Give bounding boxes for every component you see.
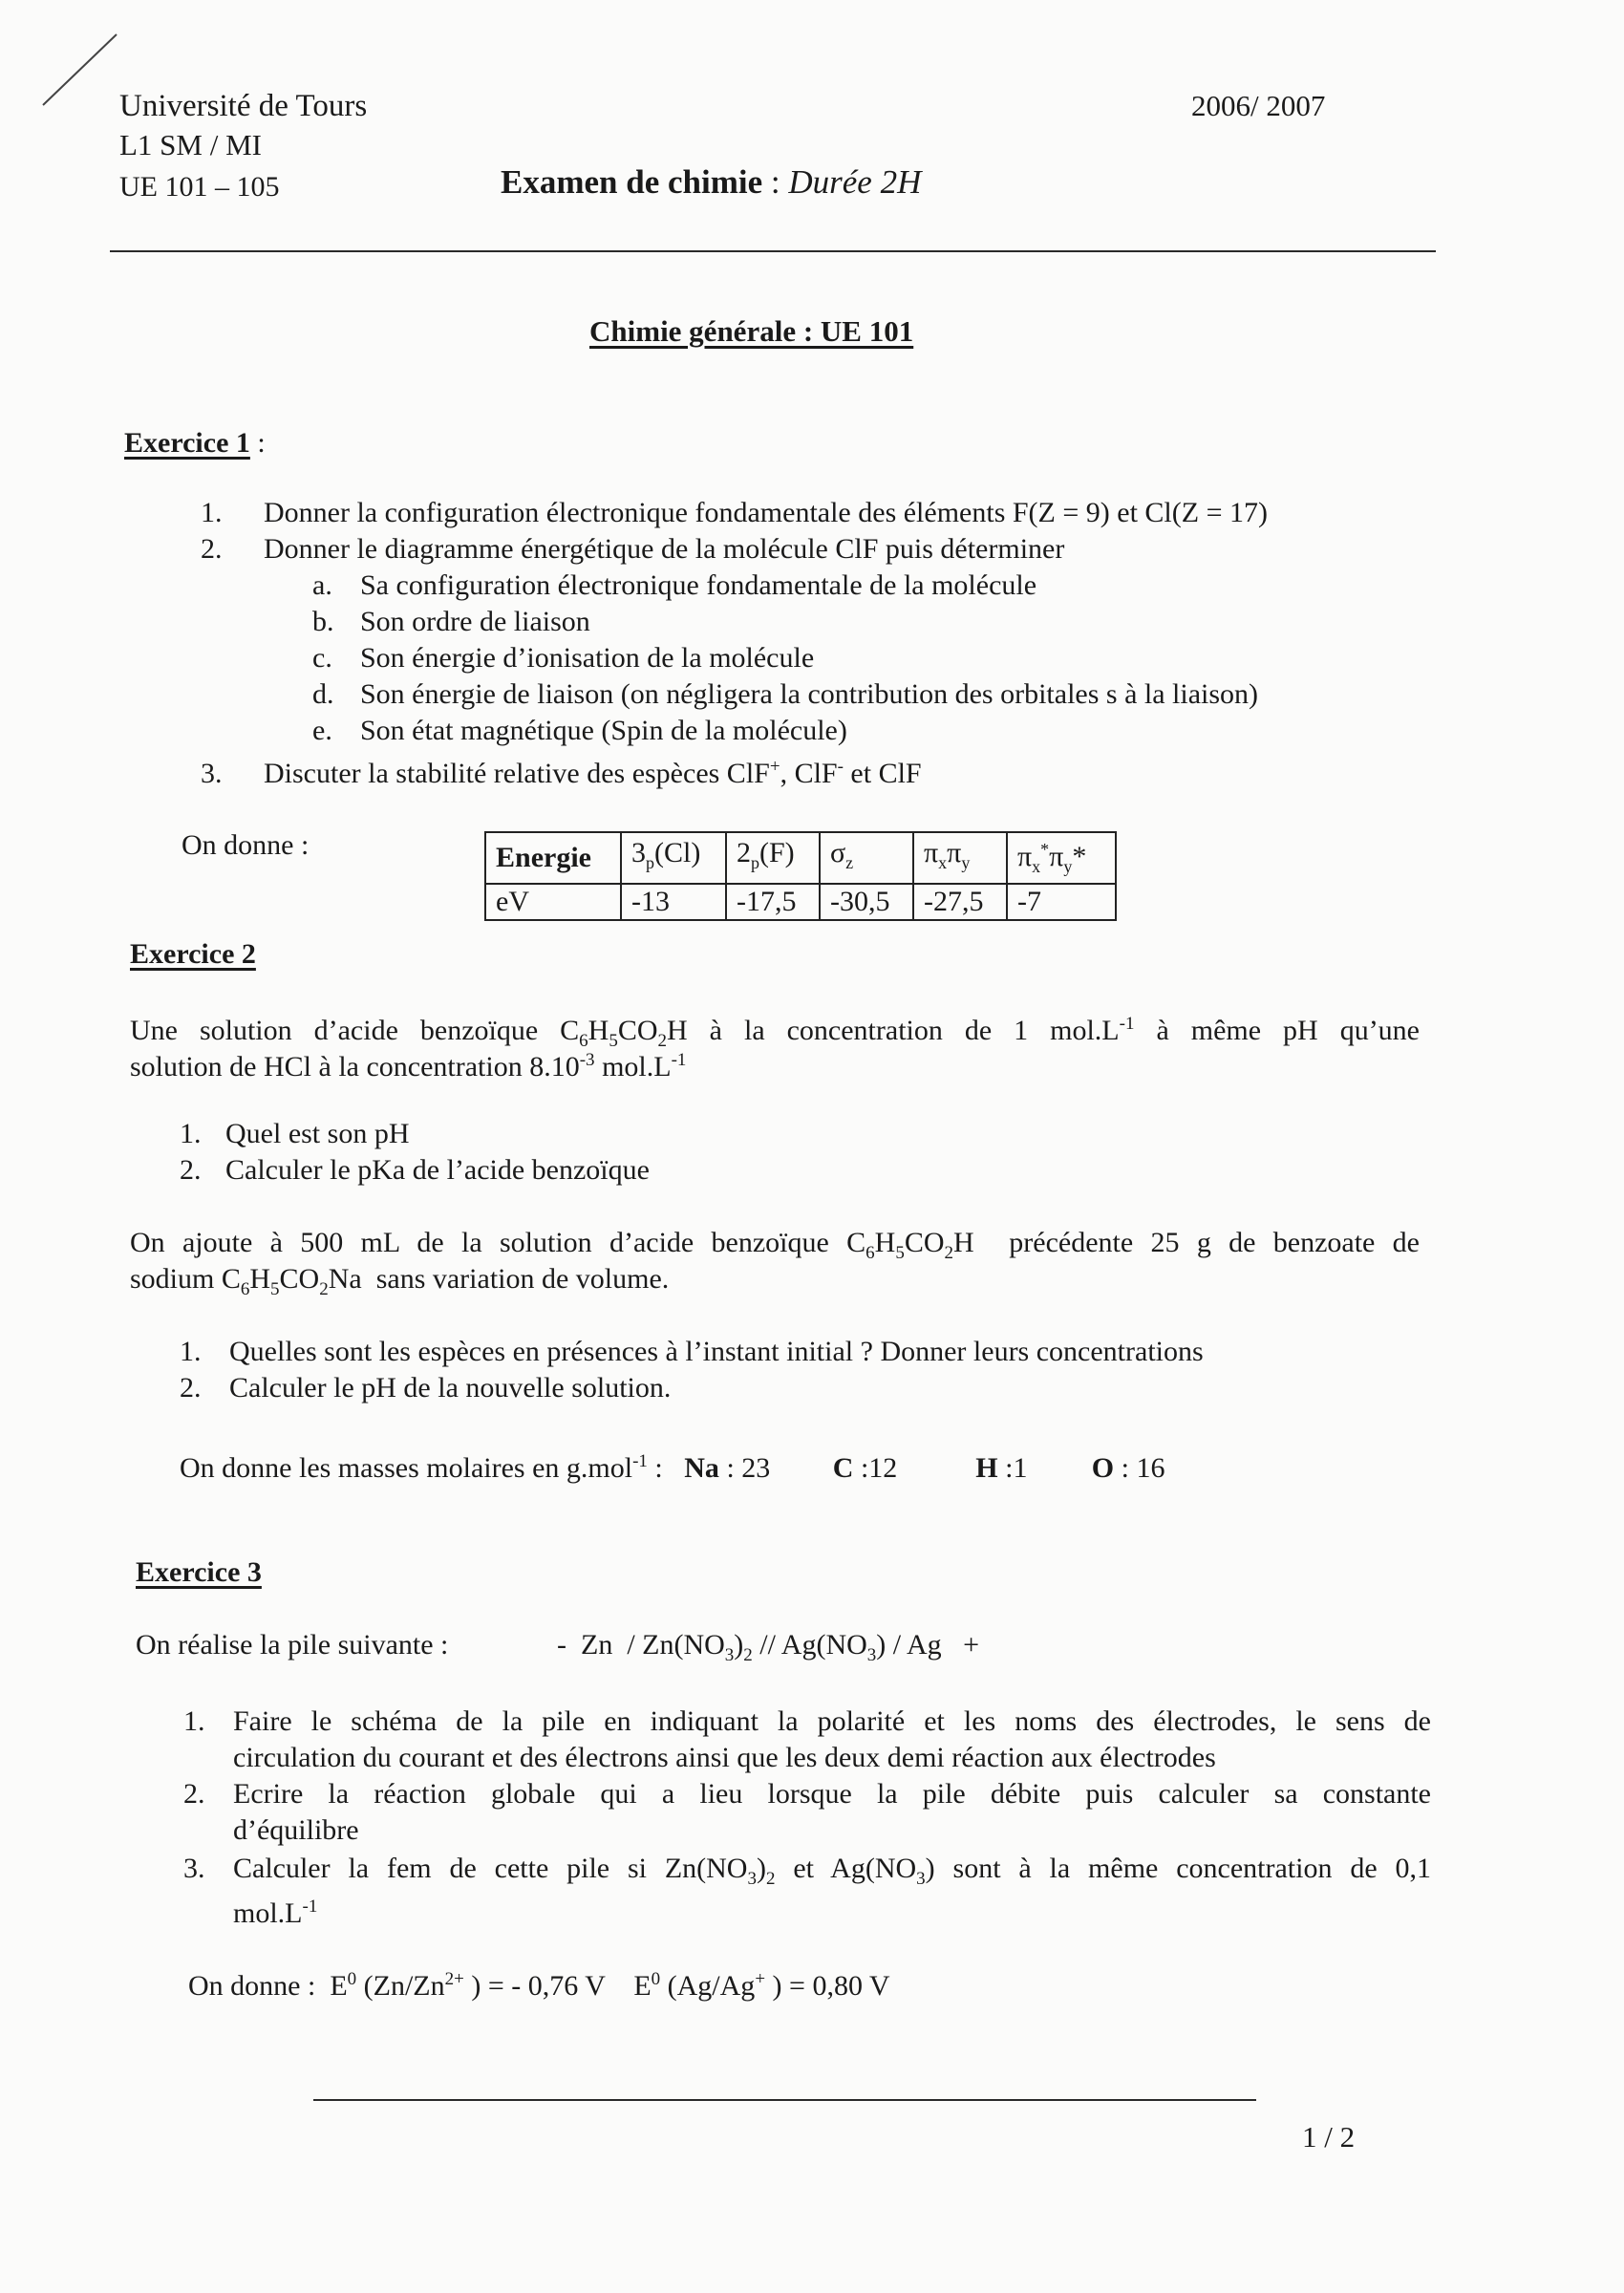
energy-value: -30,5 <box>820 884 913 920</box>
energy-table-header <box>485 832 1116 884</box>
page-number: 1 / 2 <box>1302 2120 1356 2154</box>
energy-header-cell: Energie <box>485 832 621 884</box>
program-name: L1 SM / MI <box>119 128 262 161</box>
ex1-q2-text: Donner le diagramme énergétique de la molécule ClF puis déterminer <box>264 533 1065 565</box>
ex2-q3: 1. Quelles sont les espèces en présences à l’instant initial ? Donner leurs concentrations <box>180 1336 1204 1367</box>
ex1-q2: 2. Donner le diagramme énergétique de la molécule ClF puis déterminer <box>201 533 1065 565</box>
ex1-q1-text: Donner la configuration électronique fondamentale des éléments F(Z = 9) et Cl(Z = 17) <box>264 497 1268 528</box>
ex3-q3-num: 3. <box>183 1853 205 1884</box>
exam-title <box>501 164 921 201</box>
ex3-q2-line1: Ecrire la réaction globale qui a lieu lorsque la pile débite puis calculer sa constante <box>233 1778 1431 1810</box>
exam-duration: Durée 2H <box>788 163 922 201</box>
energy-2p-f-cell: $2_p(F)$ <box>726 832 820 884</box>
ex3-q2-line2: d’équilibre <box>233 1814 359 1846</box>
ex2-molar-masses: On donne les masses molaires en g.mol$^{-1}$ : Na : 23 C :12 H :1 O : 16 <box>180 1451 1165 1484</box>
energy-value: -17,5 <box>726 884 820 920</box>
energy-row-label: eV <box>485 884 621 920</box>
ex3-cell-notation: - Zn / $Zn(NO_3)_2 // Ag(NO_3)$ / Ag + <box>557 1629 980 1665</box>
section-title: Chimie générale : UE 101 <box>589 314 914 348</box>
exercise-3-title: Exercice 3 <box>136 1556 262 1588</box>
ex3-q3-line1: Calculer la fem de cette pile si $Zn(NO_3)_2$ et $Ag(NO_3)$ sont à la même concentration de 0,1 <box>233 1853 1431 1889</box>
exercise-1-title: Exercice 1 <box>124 427 250 459</box>
energy-pi-cell: $\pi_x\pi_y$ <box>913 832 1007 884</box>
ex3-q1-num: 1. <box>183 1705 205 1737</box>
ex2-para1-line1: Une solution d’acide benzoïque $C_6H_5CO_2H$ à la concentration de 1 $mol.L^{-1}$ à même pH qu’une <box>130 1014 1420 1051</box>
ex3-q1-line2: circulation du courant et des électrons ainsi que les deux demi réaction aux électrodes <box>233 1742 1216 1773</box>
ex3-intro: On réalise la pile suivante : <box>136 1629 449 1661</box>
ex3-q1-line1: Faire le schéma de la pile en indiquant la polarité et les noms des électrodes, le sens de <box>233 1705 1431 1737</box>
exercise-1-heading <box>124 425 266 461</box>
ue-code: UE 101 – 105 <box>119 171 280 203</box>
pen-mark <box>38 29 124 115</box>
ex2-para1-line2: solution de HCl à la concentration $8.10^{-3}$ $mol.L^{-1}$ <box>130 1050 687 1082</box>
energy-table-row <box>485 884 1116 920</box>
ex2-para2-line2: sodium $C_6H_5CO_2Na$ sans variation de volume. <box>130 1263 670 1299</box>
ex3-q3-line2: $mol.L^{-1}$ <box>233 1897 318 1929</box>
exam-title-text: Examen de chimie <box>501 163 763 201</box>
ex3-q2-num: 2. <box>183 1778 205 1810</box>
energy-value: -7 <box>1007 884 1116 920</box>
footer-rule <box>313 2099 1256 2101</box>
ex2-q4: 2. Calculer le pH de la nouvelle solution. <box>180 1372 672 1404</box>
university-name: Université de Tours <box>119 89 368 123</box>
ex1-sub-e: e. Son état magnétique (Spin de la molécule) <box>312 715 847 746</box>
energy-sigma-cell: $\sigma_z$ <box>820 832 913 884</box>
ex2-q2: 2. Calculer le pKa de l’acide benzoïque <box>180 1154 650 1186</box>
ex3-given-potentials: On donne : $E^0$ ($Zn/Zn^{2+}$ ) = - 0,76 V $E^0$ (Ag/Ag+ ) = 0,80 V <box>188 1969 890 2002</box>
ex2-q1: 1. Quel est son pH <box>180 1118 410 1149</box>
exam-title-sep: : <box>762 163 789 201</box>
academic-year: 2006/ 2007 <box>1191 89 1326 122</box>
ex1-q1: 1. Donner la configuration électronique fondamentale des éléments F(Z = 9) et Cl(Z = 17) <box>201 497 1268 528</box>
ex1-sub-b: b. Son ordre de liaison <box>312 606 590 637</box>
exercise-1-title-suffix: : <box>249 427 266 459</box>
energy-table <box>484 831 1117 921</box>
ex1-on-donne: On donne : <box>182 829 310 861</box>
energy-3p-cl-cell: $3_p(Cl)$ <box>621 832 726 884</box>
ex1-sub-d: d. Son énergie de liaison (on négligera la contribution des orbitales s à la liaison) <box>312 678 1259 710</box>
ex1-sub-a: a. Sa configuration électronique fondamentale de la molécule <box>312 569 1037 601</box>
energy-value: -27,5 <box>913 884 1007 920</box>
ex2-para2-line1: On ajoute à 500 mL de la solution d’acide benzoïque $C_6H_5CO_2H$ précédente 25 g de benzoate de <box>130 1227 1420 1263</box>
exercise-2-title: Exercice 2 <box>130 938 256 970</box>
ex1-q3: 3. Discuter la stabilité relative des espèces ClF+, ClF- et ClF <box>201 757 922 789</box>
energy-pi-star-cell: $\pi_x^*\pi_y*$ <box>1007 832 1116 884</box>
energy-value: -13 <box>621 884 726 920</box>
header-rule <box>110 250 1436 252</box>
ex1-sub-c: c. Son énergie d’ionisation de la molécule <box>312 642 815 674</box>
